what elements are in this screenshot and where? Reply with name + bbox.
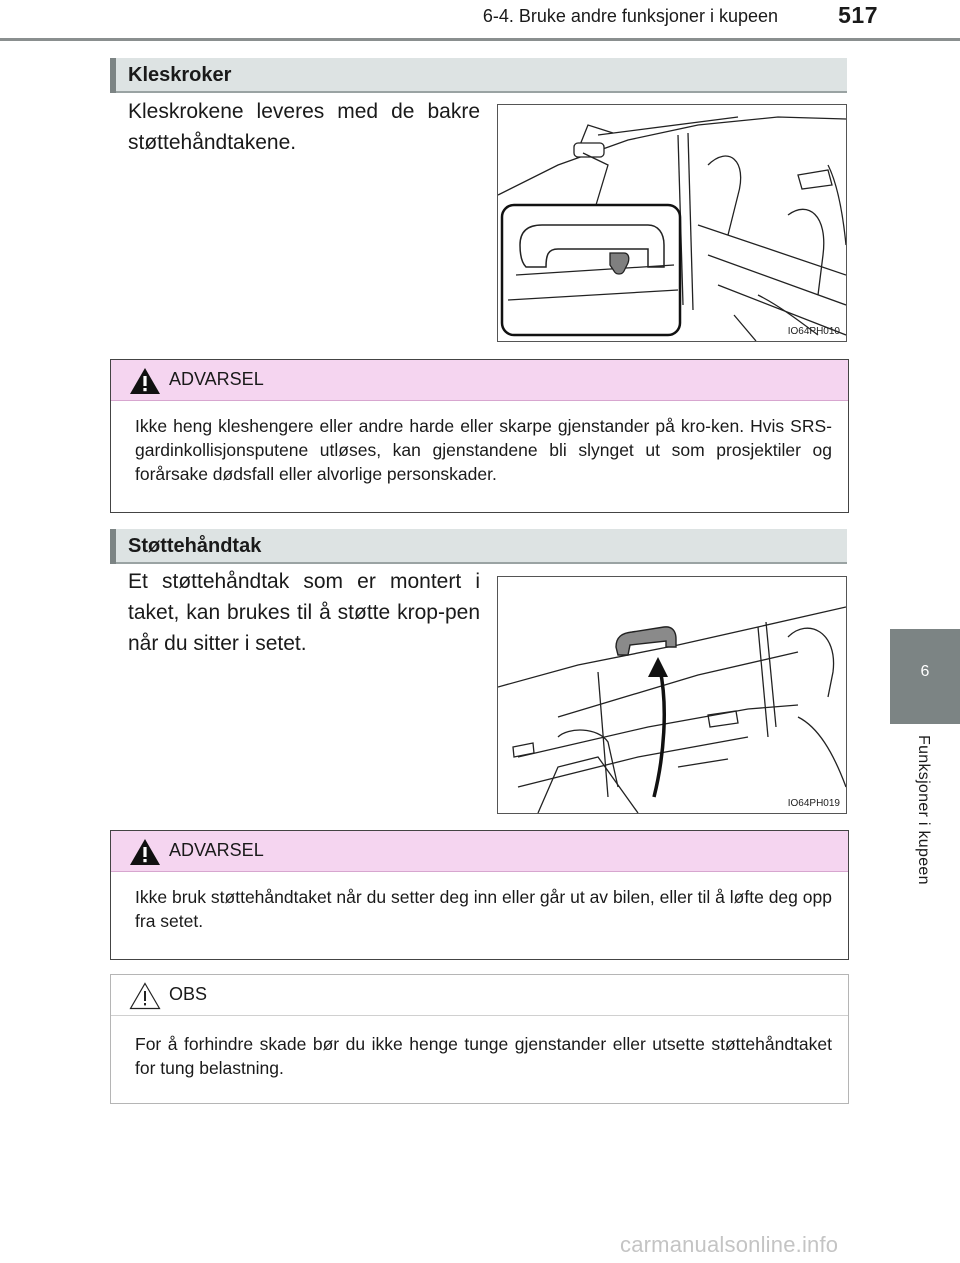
notice-box (110, 974, 849, 1104)
header-rule (0, 38, 960, 41)
warning-title: ADVARSEL (169, 840, 264, 860)
notice-text: For å forhindre skade bør du ikke henge tunge gjenstander eller utsette støttehåndtaket for tung belastning. (135, 1034, 832, 1078)
warning-triangle-icon (129, 838, 161, 866)
section-heading-stottehandtak (110, 529, 847, 564)
notice-triangle-icon (129, 982, 161, 1010)
section-heading-text: Kleskroker (128, 64, 232, 86)
section-heading-text: Støttehåndtak (128, 535, 262, 557)
warning-box-assist-grip (110, 830, 849, 960)
coat-hook-illustration (498, 105, 846, 341)
warning-title: ADVARSEL (169, 369, 264, 389)
figure-assist-grip (497, 576, 847, 814)
section-heading-bar (110, 529, 116, 564)
figure-coat-hook (497, 104, 847, 342)
figure-code: IO64PH010 (787, 326, 840, 337)
section-heading-kleskroker (110, 58, 847, 93)
watermark: carmanualsonline.info (620, 1232, 839, 1257)
section-paragraph-kleskroker: Kleskrokene leveres med de bakre støttehåndtakene. (128, 100, 480, 154)
chapter-number: 6 (920, 663, 930, 680)
notice-header (111, 975, 848, 1016)
page-number: 517 (838, 2, 878, 28)
running-header-section-title: 6-4. Bruke andre funksjoner i kupeen (482, 6, 778, 26)
figure-code: IO64PH019 (787, 798, 840, 809)
chapter-title: Funksjoner i kupeen (915, 735, 932, 885)
section-heading-bar (110, 58, 116, 93)
warning-header (111, 360, 848, 401)
assist-grip-illustration (498, 577, 846, 813)
warning-triangle-icon (129, 367, 161, 395)
section-paragraph-stottehandtak: Et støttehåndtak som er montert i taket, kan brukes til å støtte krop-pen når du sitter i setet. (128, 570, 480, 655)
warning-text: Ikke heng kleshengere eller andre harde eller skarpe gjenstander på kro-ken. Hvis SRS-gardinkollisjonsputene utløses, kan gjenstandene bli slynget ut som prosjektiler og forårsake dødsfall eller alvorlige personskader. (135, 416, 832, 484)
notice-title: OBS (169, 984, 208, 1004)
warning-text: Ikke bruk støttehåndtaket når du setter deg inn eller går ut av bilen, eller til å løfte deg opp fra setet. (135, 887, 832, 931)
warning-header (111, 831, 848, 872)
warning-box-coat-hook (110, 359, 849, 513)
